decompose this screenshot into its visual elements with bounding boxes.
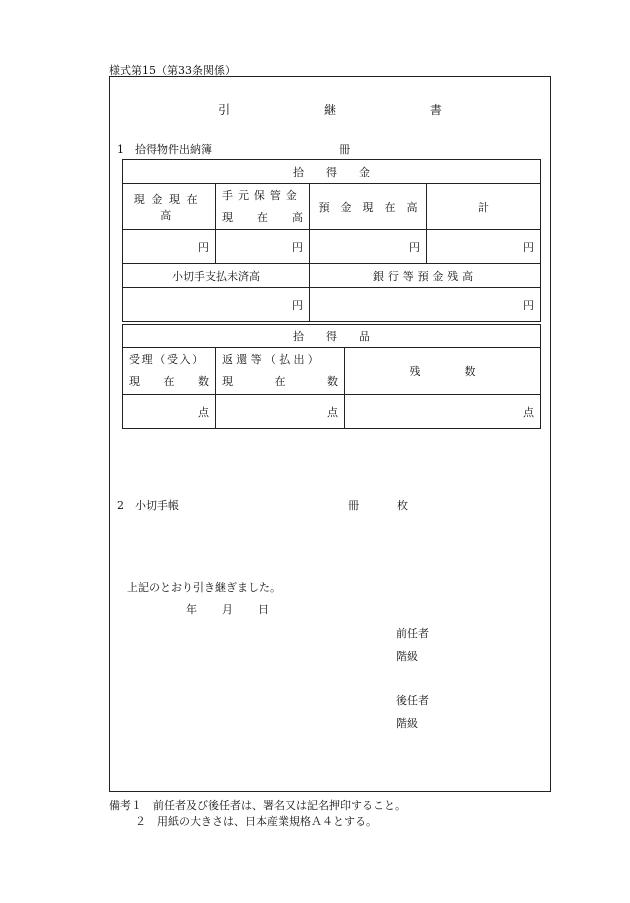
kept-money-label-top: 手元保管金 — [222, 188, 302, 202]
successor-label: 後任者 — [396, 694, 429, 707]
found-money-table — [122, 159, 541, 322]
section2-label: 2 小切手帳 — [117, 499, 179, 512]
bank-balance-cell: 円 — [310, 288, 541, 322]
found-goods-table — [122, 324, 541, 429]
kept-money-label-char-1: 現 — [222, 210, 233, 224]
section2-unit-sheets: 枚 — [397, 499, 408, 512]
returned-label-top: 返還等（払出） — [222, 353, 323, 366]
cash-on-hand-header: 現金現在高 — [123, 184, 216, 230]
kept-money-cell: 円 — [216, 230, 310, 264]
returned-cell: 点 — [216, 395, 345, 429]
received-cell: 点 — [123, 395, 216, 429]
section2-unit-books: 冊 — [348, 499, 359, 512]
returned-header — [216, 348, 345, 395]
kept-money-label-char-2: 在 — [257, 210, 268, 224]
remaining-header: 残 数 — [345, 348, 541, 395]
remaining-cell: 点 — [345, 395, 541, 429]
total-cell: 円 — [427, 230, 541, 264]
found-money-header: 拾 得 金 — [123, 160, 541, 184]
received-label-char-2: 在 — [163, 375, 175, 388]
title-char-2: 継 — [323, 103, 336, 117]
received-label-top: 受理（受入） — [129, 353, 205, 366]
unpaid-checks-header: 小切手支払未済高 — [123, 264, 310, 288]
returned-label-char-3: 数 — [327, 375, 338, 388]
predecessor-rank-label: 階級 — [396, 650, 418, 663]
date-month: 月 — [222, 603, 233, 616]
title-char-3: 書 — [429, 103, 442, 117]
returned-label-char-1: 現 — [222, 375, 233, 388]
section1-label: 1 拾得物件出納簿 — [117, 143, 212, 156]
note-2: ２ 用紙の大きさは、日本産業規格Ａ４とする。 — [135, 815, 377, 828]
form-number-label: 様式第15（第33条関係） — [109, 64, 236, 77]
successor-rank-label: 階級 — [396, 717, 418, 730]
bank-balance-header: 銀行等預金残高 — [310, 264, 541, 288]
predecessor-label: 前任者 — [396, 627, 429, 640]
received-header — [123, 348, 216, 395]
document-title — [109, 101, 551, 118]
received-label-char-1: 現 — [129, 375, 140, 388]
total-header: 計 — [427, 184, 541, 230]
note-1: 備考１ 前任者及び後任者は、署名又は記名押印すること。 — [109, 799, 406, 812]
title-char-1: 引 — [218, 103, 231, 117]
received-label-char-3: 数 — [198, 375, 209, 388]
date-year: 年 — [186, 603, 197, 616]
section1-unit: 冊 — [339, 143, 350, 156]
deposit-header: 預 金 現 在 高 — [310, 184, 427, 230]
unpaid-checks-cell: 円 — [123, 288, 310, 322]
cash-on-hand-cell: 円 — [123, 230, 216, 264]
kept-money-label-char-3: 高 — [292, 210, 303, 224]
kept-money-header — [216, 184, 310, 230]
handover-statement: 上記のとおり引き継ぎました。 — [127, 581, 281, 594]
found-goods-header: 拾 得 品 — [123, 325, 541, 348]
date-day: 日 — [258, 603, 269, 616]
returned-label-char-2: 在 — [274, 375, 286, 388]
deposit-cell: 円 — [310, 230, 427, 264]
